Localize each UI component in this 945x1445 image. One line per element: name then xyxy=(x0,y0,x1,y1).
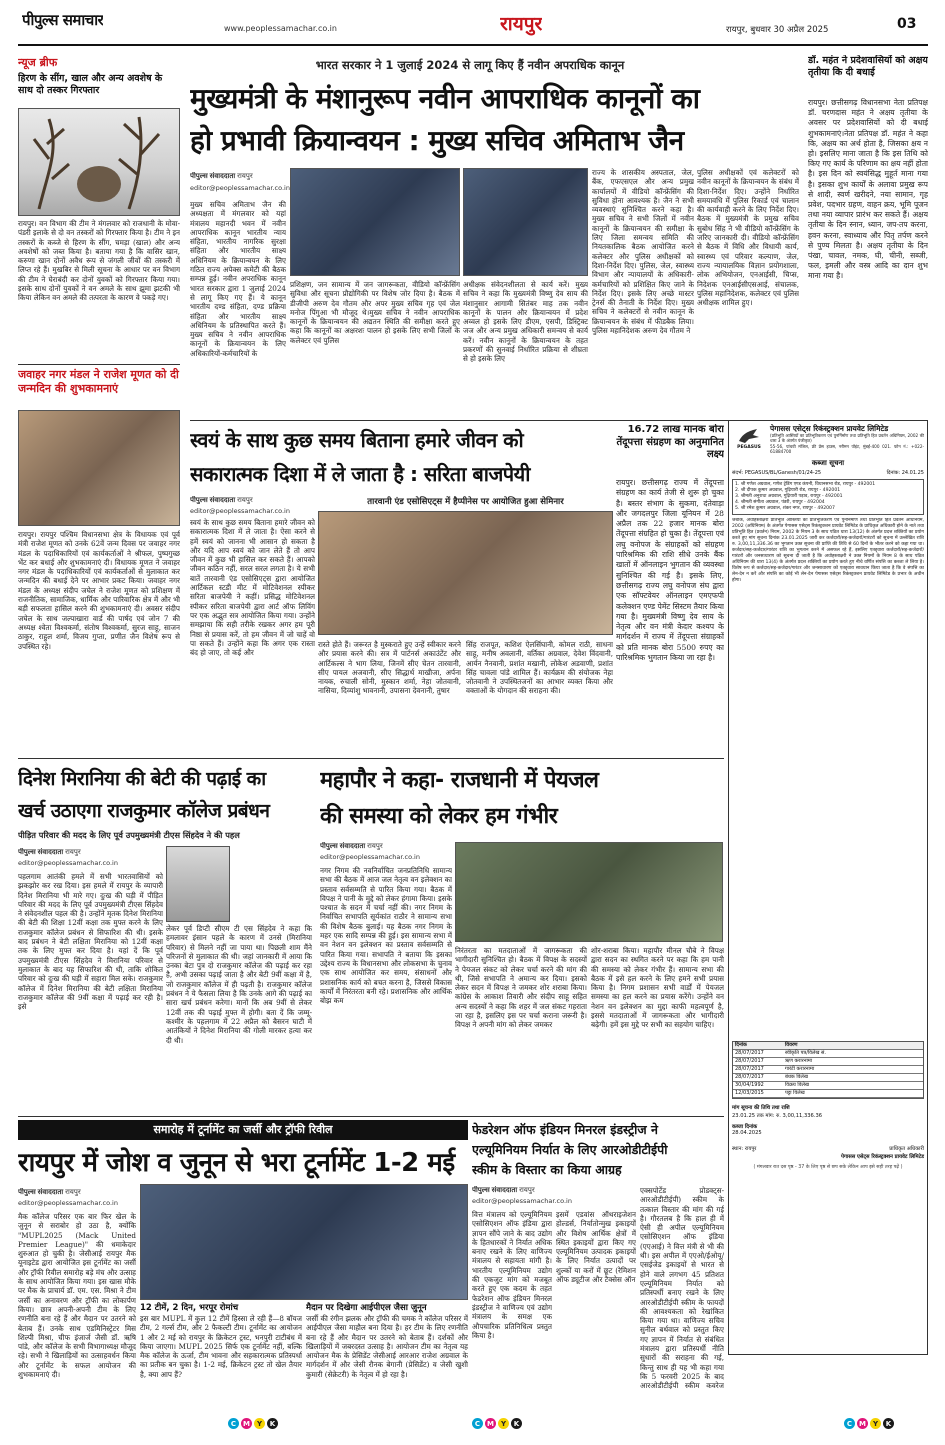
legal-notice xyxy=(728,420,928,1355)
registration-marks-footer xyxy=(0,1410,945,1445)
donation-email[interactable]: editor@peoplessamachar.co.in xyxy=(18,859,118,867)
notice-company-sub: (प्रतिभूति आस्तियों का प्रतिभूतिकरण एवं पुनर्निर्माण तथा प्रतिभूति हित प्रवर्तन अधिनियम, 2002 की धारा 3 के अंतर्गत पंजीकृत) xyxy=(770,433,924,444)
reg-marks-right xyxy=(844,1418,894,1429)
mayor-col-2: निरंतरता का मतदाताओं में जागरूकता की भागीदारी सुनिश्चित हो। बैठक में विपक्ष के सदस्यों ने पेयजल संकट को लेकर चर्चा करने की मांग की थी, जिसे सभापति ने अमान्य कर दिया। इसको लेकर सदन में विपक्ष ने जमकर शोर शराबा किया। कांग्रेस के आकाश तिवारी और संदीप साहू सहित अन्य सदस्यों ने कहा कि शहर में जल संकट गहराता जा रहा है, इसलिए इस पर चर्चा कराना जरूरी है। विपक्ष ने अपनी मांग को लेकर जमकर xyxy=(455,946,587,1030)
lead-headline-2: हो प्रभावी क्रियान्वयन : मुख्य सचिव अमिताभ जैन xyxy=(190,124,684,157)
tournament-col-3: जर्सी की रंगीन झलक और ट्रॉफी की चमक ने कॉलेज परिसर में आईपीएल जैसा माहौल बना दिया है। हर टीम के लिए रणनीति बना रहे हैं और मैदान पर उतरने को बेताब हैं। दर्शकों और खिलाड़ियों में जबरदस्त उत्साह है। आयोजन टीम का नेतृत्व यह आयोजन मैक के प्रेसिडेंट जेसीआई आरआर राजेश अग्रवाल के मार्गदर्शन में और जेसी रौनक बेगानी (प्रेसिडेंट) व जेसी खुशी कुमारी (सेक्रेटरी) के नेतृत्व में हो रहा है। xyxy=(306,1314,468,1379)
reg-mark-magenta: M xyxy=(241,1418,252,1429)
pegasus-horse-icon xyxy=(737,427,761,445)
sidebar-body: रायपुर। छत्तीसगढ़ विधानसभा नेता प्रतिपक्ष डॉ. चरणदास महंत ने अक्षय तृतीया के अवसर पर प्रदेशवासियों को दी बधाई शुभकामनाएं।नेता प्रतिपक्ष डॉ. महंत ने कहा कि, अक्षय का अर्थ होता है, जिसका क्षय न हो। इसलिए माना जाता है कि इस तिथि को किए गए कार्य के परिणाम का क्षय नहीं होता है। इस दिन को स्वयंसिद्ध मुहूर्त माना गया है। इसका शुभ कार्यों के अलावा प्रमुख रूप से शादी, स्वर्ण खरीदने, नया सामान, गृह प्रवेश, पदभार ग्रहण, वाहन क्रय, भूमि पूजन तथा नया व्यापार प्रारंभ कर सकते हैं। अक्षय तृतीया के दिन स्नान, ध्यान, जप-तप करना, हवन करना, स्वाध्याय और पितृ तर्पण करने से पुण्य मिलता है। अक्षय तृतीया के दिन पंखा, चावल, नमक, घी, चीनी, सब्जी, फल, इमली और वस्त्र आदि का दान शुभ माना गया है। xyxy=(808,98,928,281)
aluminium-col-3: एक्सपोर्टेड प्रोडक्ट्स-आरओडीटीईपी) स्कीम के तत्काल विस्तार की मांग की गई है। गौरतलब है कि हाल ही में ऐसी ही अपील एल्यूमिनियम एसोसिएशन ऑफ इंडिया (एएआई) ने वित्त मंत्री से भी की थी। इस अपील में एएओ/ईओयू/एसईजेड इकाइयों से भारत से होने वाले लगभग 45 प्रतिशत एल्यूमिनियम निर्यात को प्रतिस्पर्धी बनाए रखने के लिए आरओडीटीईपी स्कीम के फायदों की आवश्यकता को रेखांकित किया गया था। वाणिज्य सचिव सुनील बर्थवाल को प्रस्तुत किए गए ज्ञापन में निर्यात से संबंधित मंत्रालय द्वारा प्रतिस्पर्धी नीति सुधारों की सराहना की गई, किन्तु साथ ही यह भी कहा गया कि 5 फरवरी 2025 के बाद आरओडीटीईपी स्कीम कवरेज xyxy=(640,1186,724,1390)
notice-party-4: 4. श्रीमती संगीता अग्रवाल, पंडरी, रायपुर - 492004 xyxy=(735,499,825,505)
divider xyxy=(18,1116,724,1117)
lead-byline-city: रायपुर xyxy=(237,173,253,180)
table-row xyxy=(733,1090,923,1098)
notice-table-header xyxy=(733,1042,923,1050)
pegasus-logo-text: PEGASUS xyxy=(737,444,761,450)
tournament-kicker: समारोह में टूर्नामेंट का जर्सी और ट्रॉफी रिवील xyxy=(18,1120,468,1140)
seminar-headline-2: सकारात्मक दिशा में ले जाता है : सरिता बाजपेयी xyxy=(190,462,530,486)
notice-party-5: 5. श्री रमेश कुमार अग्रवाल, शंकर नगर, रायपुर - 492007 xyxy=(735,505,835,511)
news-brief-body: रायपुर। वन विभाग की टीम ने मंगलवार को राजधानी के मोवा- पंडरी इलाके से दो वन तस्करों को गिरफ्तार किया है। टीम ने इन तस्करों के कब्जे से हिरण के सींग, चमड़ा (खाल) और अन्य अवशेषों को जब्त किया है। बताया गया है कि वासिर खान, करुणा खान दोनों अवैध रूप से जंगली जीवों की तस्करी में लिप्त रहे हैं। मुखबिर से मिली सूचना के आधार पर वन विभाग की टीम ने घेराबंदी कर दोनों युवकों को गिरफ्तार किया गया। इसके साथ दोनों युवकों ने वन अमले के साथ झूमा झटकी भी किया लेकिन वन अमले की तत्परता के कारण वे पकड़े गए। xyxy=(18,219,180,303)
news-brief-label: न्यूज ब्रीफ xyxy=(18,56,58,69)
ts-singhdeo-photo xyxy=(166,846,230,922)
donation-byline-city: रायपुर xyxy=(65,849,81,856)
birthday-headline: जवाहर नगर मंडल ने राजेश मूणत को दी जन्मदिन की शुभकामनाएं xyxy=(18,368,179,395)
notice-title: कब्जा सूचना xyxy=(811,458,845,467)
notice-table xyxy=(732,1041,924,1099)
reg-marks-center xyxy=(472,1418,522,1429)
seminar-email[interactable]: editor@peoplessamachar.co.in xyxy=(190,507,290,515)
notice-company: पेगासस एसेट्स रिकंस्ट्रक्शन प्रायवेट लिमिटेड xyxy=(770,424,889,433)
seminar-col-2: रास्ते होते हैं। जरूरत है मुस्कराते हुए उन्हें स्वीकार करने और प्रयास करने की। सत्र में पार्टनर्स अकाउंटेंट और आर्टिकल्स ने भाग लिया, जिनमें सीए चेतन तारवानी, सीए पायल अजवानी, सीए सिद्धार्थ माखीजा, अर्पना नायक, रुचाली सोनी, मुस्कान शर्मा, नेहा जोतवानी, नासिया, दिव्यांशु भावनानी, उपासना देवनानी, तुषार xyxy=(318,640,461,696)
notice-parties-box xyxy=(732,479,924,515)
tournament-team-photo xyxy=(140,1184,468,1300)
donation-headline-2: खर्च उठाएगा राजकुमार कॉलेज प्रबंधन xyxy=(18,800,270,822)
donation-kicker: पीड़ित परिवार की मदद के लिए पूर्व उपमुख्यमंत्री टीएस सिंहदेव ने की पहल xyxy=(18,830,240,840)
aluminium-email[interactable]: editor@peoplessamachar.co.in xyxy=(472,1197,572,1205)
masthead-city: रायपुर xyxy=(500,13,543,35)
reg-marks-left xyxy=(228,1418,278,1429)
seminar-byline-name: पीपुल्स संवाददाता xyxy=(190,497,236,504)
mayor-email[interactable]: editor@peoplessamachar.co.in xyxy=(320,853,420,861)
tournament-email[interactable]: editor@peoplessamachar.co.in xyxy=(18,1199,118,1207)
notice-footer: ( मंगलवार रात दस पृष्ठ - 37 के लिए पृष्ठ से छप सके लेकिन आप इसे सही तरह पढ़ें ) xyxy=(753,1164,903,1170)
donation-col-2: लेकर पूर्व डिप्टी सीएम टी एस सिंहदेव ने कहा कि हमलावर इंसान पहले के कारण में उनसे (मिरानिया परिवार) से मिलने नहीं जा पाया था। पिछली शाम मैंने परिजनों से मुलाकात की थी। जहां जानकारी में आया कि उनका बेटा पुत्र दो राजकुमार कॉलेज की पढ़ाई कर रहा है, अभी उसका पढ़ाई जाता है और बेटी 9वीं कक्षा में है, जो राजकुमार कॉलेज में ही पढ़ती है। राजकुमार कॉलेज प्रबंधन ने ये फैसला लिया है कि उनके आगे की पढ़ाई का सारा खर्च प्रबंधन करेगा। मानों कि अब 9वीं से लेकर 12वीं तक की पढ़ाई मुफ्त में होगी। बता दें कि जम्मू-कश्मीर के पहलगाम में 22 अप्रैल को बैसरन घाटी में आतंकियों ने दिनेश मिरानिया की गोली मारकर हत्या कर दी थी। xyxy=(166,924,312,1045)
donation-byline xyxy=(18,848,168,857)
masthead-logo: पीपुल्स समाचार xyxy=(22,11,104,29)
notice-date: दिनांक: 24.01.25 xyxy=(886,469,924,476)
table-cell-desc: ऋण करारनामा xyxy=(785,1057,813,1064)
notice-signature-company: पेगासस एसेट्स रिकंस्ट्रक्शन प्रायवेट लिमिटेड xyxy=(841,1153,924,1160)
lead-meeting-photo xyxy=(290,168,460,276)
lead-meeting-photo-2 xyxy=(463,168,588,276)
tendu-headline: 16.72 लाख मानक बोरा तेंदूपत्ता संग्रहण का अनुमानित लक्ष्य xyxy=(616,424,724,460)
table-cell-date: 12/03/2015 xyxy=(735,1089,764,1096)
seminar-group-photo xyxy=(318,511,613,635)
aluminium-byline-name: पीपुल्स संवाददाता xyxy=(472,1187,518,1194)
tournament-col-3-head: मैदान पर दिखेगा आईपीएल जैसा जुनून xyxy=(306,1303,427,1313)
tournament-col-1: मैक कॉलेज परिसर एक बार फिर खेल के जुनून से सराबोर हो उठा है, क्योंकि "MUPL2025 (Mack United Premier League)" की धमाकेदार शुरुआत हो चुकी है। जेसीआई रायपुर मैक यूनाइटेड द्वारा आयोजित इस टूर्नामेंट का जर्सी और ट्रॉफी रिवील समारोह बड़े मंच और उत्साह के साथ आयोजित किया गया। इस खास मौके पर मैक के प्राचार्य डॉ. एम. एस. मिश्रा ने टीम जर्सी का अनावरण और ट्रॉफी का लोकार्पण किया। छात्र अपनी-अपनी टीम के लिए रणनीति बना रहे हैं और मैदान पर उतरने को बेताब हैं। उनके साथ एडमिनिस्ट्रेटर मिस शिल्पी मिश्रा, चीफ इंजार्ज जैसी डॉ. ऋषि पांडे, और कॉलेज के सभी विभागाध्यक्ष मौजूद रहे। सभी ने खिलाड़ियों का उत्साहवर्धन किया और टूर्नामेंट के सफल आयोजन की शुभकामनाएं दी। xyxy=(18,1212,136,1380)
table-row xyxy=(733,1082,923,1090)
notice-signature-row xyxy=(732,1144,924,1152)
table-row xyxy=(733,1074,923,1082)
table-cell-desc: गारंटी करारनामा xyxy=(785,1065,815,1072)
tournament-col-2: इस बार MUPL में कुल 12 टीमें हिस्सा ले रही हैं—8 बॉयज टीम, 2 गर्ल्स टीम, और 2 फैकल्टी टीम। टूर्नामेंट का आयोजन 1 और 2 मई को रायपुर के क्रिकेटन ट्रस्ट, भनपुरी टाटीबंध में किया जाएगा। MUPL 2025 सिर्फ एक टूर्नामेंट नहीं, बल्कि मैक कॉलेज के ऊर्जा, टीम भावना और सहकारात्मक प्रतिस्पर्धा का प्रतीक बन चुका है। 1-2 मई, क्रिकेटन ट्रस्ट तो खेल तैयार है, क्या आप हैं? xyxy=(140,1314,302,1379)
lead-col-2: प्रशिक्षण, जन सामान्य में जन जागरूकता, वीडियो कॉन्फ्रेंसिंग सुविधा और सूचना प्रौद्योगिकी पर विशेष जोर दिया है। बैठक में डीजीपी अरुण देव गौतम और अपर मुख्य सचिव गृह एवं जेल मनोज पिंगुआ भी मौजूद थे।मुख्य सचिव ने नवीन आपराधिक कानूनों के क्रियान्वयन की अद्यतन स्थिति की समीक्षा करते हुए कहा कि कानूनों का अक्षरशः पालन हो इसके लिए सभी जिलों के कलेक्टर एवं पुलिस xyxy=(290,280,460,345)
table-cell-desc: पट्टा विलेख xyxy=(785,1089,805,1096)
deer-antler-photo xyxy=(18,108,180,216)
news-brief-headline: हिरण के सींग, खाल और अन्य अवशेष के साथ दो तस्कर गिरफ्तार xyxy=(18,73,163,96)
mayor-byline xyxy=(320,842,470,851)
mayor-byline-name: पीपुल्स संवाददाता xyxy=(320,843,366,850)
notice-address: 55-56, पांचवी मंजिल, फ्री प्रेस हाउस, नरीमन पॉइंट, मुंबई-400 021. फोन नं.: +022-61884700 xyxy=(770,443,924,455)
reg-mark-yellow: Y xyxy=(498,1418,509,1429)
tournament-col-2-head: 12 टीमें, 2 दिन, भरपूर रोमांच xyxy=(140,1303,239,1313)
table-cell-date: 28/07/2017 xyxy=(735,1073,764,1080)
tendu-body: रायपुर। छत्तीसगढ़ राज्य में तेंदूपत्ता संग्रहण का कार्य तेजी से शुरू हो चुका है। बस्तर संभाग के सुकमा, दंतेवाड़ा और जगदलपुर जिला यूनियन में 28 अप्रैल तक 22 हजार मानक बोरा तेंदूपत्ता संग्रहित हो चुका है। तेंदूपत्ता एवं लघु वनोपज के संग्राहकों को संग्रहण पारिश्रमिक की राशि सीधे उनके बैंक खातों में ऑनलाइन भुगतान की व्यवस्था सुनिश्चित की गई है। इसके लिए, छत्तीसगढ़ राज्य लघु वनोपज संघ द्वारा एक सॉफ्टवेयर ऑनलाइन एमएफपी कलेक्शन एण्ड पेमेंट सिस्टम तैयार किया गया है। मुख्यमंत्री विष्णु देव साय के नेतृत्व और वन मंत्री केदार कश्यप के मार्गदर्शन में राज्य में तेंदूपत्ता संग्राहकों को प्रति मानक बोरा 5500 रुपए का पारिश्रमिक भुगतान किया जा रहा है। xyxy=(616,478,724,663)
mayor-byline-city: रायपुर xyxy=(367,843,383,850)
mayor-col-1: नगर निगम की नवनिर्वाचित जनप्रतिनिधि सामान्य सभा की बैठक में आज जल नेतृत्व वन इलेक्शन का प्रस्ताव सर्वसम्मति से पारित किया गया। बैठक में विपक्ष ने पानी के मुद्दे को लेकर हंगामा किया। इसके पश्चात के सदन में चर्चा नहीं की। नगर निगम के निर्वाचित सभापति सूर्यकांत राठौर ने सामान्य सभा की विशेष बैठक बुलाई। यह बैठक नगर निगम के महर एक सादि सम्पन्न की हुई। इस सामान्य सभा में वन नेशन वन इलेक्शन का प्रस्ताव सर्वसम्मति से पारित किया गया। सभापति ने बताया कि इसका उद्देश्य राज्य के विधानसभा और लोकसभा के चुनाव एक साथ आयोजित कर समय, संसाधनों और प्रशासनिक कार्य को बचत करना है, जिससे विकास कार्यों में निरंतरता बनी रहे। प्रशासनिक और आर्थिक बोझ कम xyxy=(320,866,452,1006)
notice-table-header-date: दिनांक xyxy=(735,1041,747,1048)
notice-body: जबकि, अधोहस्ताक्षरी प्रतिभूति आस्तियों का प्रतिभूतिकरण एवं पुनर्निर्माण तथा प्रतिभूति हित प्रवर्तन अधिनियम, 2002 (अधिनियम) के अंतर्गत पेगासस एसेट्स रिकंस्ट्रक्शन प्रायवेट लिमिटेड के प्राधिकृत अधिकारी होने के नाते तथा प्रतिभूति हित (प्रवर्तन) नियम, 2002 के नियम 3 के साथ पठित धारा 13(12) के अंतर्गत प्रदत्त शक्तियों का प्रयोग करते हुए मांग सूचना दिनांक 23.01.2025 जारी कर कर्जदारों/सह-कर्जदारों/गारंटरों को सूचना में उल्लेखित राशि रु. 3,00,11,336.36 का भुगतान उक्त सूचना की प्राप्ति की तिथि से 60 दिनों के भीतर करने को कहा गया था। कर्जदार/सह-कर्जदार/गारंटर राशि का भुगतान करने में असफल रहे हैं, इसलिए एतद्द्वारा कर्जदारों/सह-कर्जदारों/गारंटरों और जनसाधारण को सूचना दी जाती है कि अधोहस्ताक्षरी ने उक्त नियमों के नियम 8 के साथ पठित अधिनियम की धारा 13(4) के अंतर्गत प्रदत्त शक्तियों का प्रयोग करते हुए नीचे वर्णित संपत्ति का कब्जा ले लिया है। विशेष रूप से कर्जदार/सह-कर्जदार/गारंटर और जनसाधारण को एतद्द्वारा सावधान किया जाता है कि वे संपत्ति का लेन-देन न करें और संपत्ति का कोई भी लेन-देन पेगासस एसेट्स रिकंस्ट्रक्शन प्रायवेट लिमिटेड के प्रभार के अधीन होगा। xyxy=(732,517,924,583)
notice-table-header-desc: विवरण xyxy=(785,1041,798,1048)
reg-mark-cyan: C xyxy=(844,1418,855,1429)
lead-kicker: भारत सरकार ने 1 जुलाई 2024 से लागू किए हैं नवीन अपराधिक कानून xyxy=(315,58,625,72)
mayor-headline-2: की समस्या को लेकर हम गंभीर xyxy=(320,804,558,829)
seminar-headline-1: स्वयं के साथ कुछ समय बिताना हमारे जीवन को xyxy=(190,428,524,452)
table-cell-date: 28/07/2017 xyxy=(735,1065,764,1072)
reg-mark-cyan: C xyxy=(472,1418,483,1429)
pegasus-logo xyxy=(732,424,766,452)
donation-col-1: पहलगाम आतंकी हमले में सभी भारतवासियों को झकझोर कर रख दिया। इस हमले में रायपुर के व्यापारी दिनेश मिरानिया भी मारे गए। दुःख की घड़ी में पीड़ित परिवार की मदद के लिए पूर्व उपमुख्यमंत्री टीएस सिंहदेव ने संवेदनशील पहल की है। उन्होंने मृतक दिनेश मिरानिया की बेटी की शिक्षा 12वीं कक्षा तक मुफ्त करने के लिए राजकुमार कॉलेज प्रबंधन से सिफारिश की थी। इसके बाद प्रबंधन ने बेटी लक्षिता मिरानिया को 12वीं कक्षा तक के लिए मुफ्त कर दिया है। यहां दें कि पूर्व उपमुख्यमंत्री टीएस सिंहदेव ने मिरानिया परिवार से मुलाकात के बाद यह सिफारिश की थी, ताकि शोकित परिवार को दुःख की घड़ी में सहारा मिल सके। राजकुमार कॉलेज में दिनेश मिरानिया की बेटी लक्षिता मिरानिया राजकुमार कॉलेज की 9वीं कक्षा में पढ़ाई कर रही है। इसे xyxy=(18,872,163,1012)
aluminium-col-2: इसमें एडवांस ऑथराइजेशन होल्डर्स, निर्यातोन्मुख इकाइयों और विशेष आर्थिक क्षेत्रों में स्थित इकाइयों द्वारा किए गए एल्यूमिनियम उत्पादक इकाइयों के लिए निर्यात उत्पादों पर शुल्कों या करों में छूट (रेमिशन ऑफ ड्यूटीज और टैक्सेस ऑन xyxy=(556,1210,636,1285)
table-cell-desc: बंधक विलेख xyxy=(785,1073,808,1080)
notice-party-2: 2. श्री दीपक कुमार अग्रवाल, गुढ़ियारी रोड, रायपुर - 492001 xyxy=(735,487,841,493)
mayor-col-3: शोर-शराबा किया। महापौर मीनल चौबे ने विपक्ष द्वारा सदन का स्थगित करने पर कहा कि हम पानी की समस्या को लेकर गंभीर हैं। सामान्य सभा की बैठक में इसे हल करने के लिए हमने सभी प्रयास किया है। निगम प्रशासन सभी वार्डों में पेयजल समस्या का हल करने का प्रयास करेंगे। उन्होंने वन नेशन वन इलेक्शन का मुद्दा काफी महत्वपूर्ण है, इससे मतदाताओं में जागरूकता और भागीदारी बढ़ेगी। हमें इस मुद्दे पर सभी का सहयोग चाहिए। xyxy=(591,946,724,1030)
aluminium-headline-3: स्कीम के विस्तार का किया आग्रह xyxy=(472,1162,622,1177)
notice-signature-place: स्थान: रायपुर xyxy=(732,1145,757,1152)
mayor-headline-1: महापौर ने कहा- राजधानी में पेयजल xyxy=(320,768,599,793)
mayor-meeting-photo xyxy=(455,842,723,942)
table-cell-date: 28/07/2017 xyxy=(735,1057,764,1064)
reg-mark-black: K xyxy=(267,1418,278,1429)
reg-mark-cyan: C xyxy=(228,1418,239,1429)
aluminium-byline-city: रायपुर xyxy=(519,1187,535,1194)
seminar-photo-caption: तारवानी एंड एसोसिएट्स में हैप्पीनेस पर आयोजित हुआ सेमिनार xyxy=(367,497,564,507)
table-row xyxy=(733,1050,923,1058)
lead-col-4: राज्य के शासकीय अस्पताल, जेल, बैंक, एफएसएल और अन्य प्रमुख कार्यालयों में वीडियो कॉन्फ्रेंसिंग की सुविधा होना आवश्यक है। जैन ने सभी व्यवस्थाएं सुनिश्चित करने कहा है। मुख्य सचिव ने सभी जिलों में नवीन कानूनों के क्रियान्वयन की समीक्षा के लिए जिला समन्वय समिति की नियतकालिक बैठक आयोजित करने कलेक्टर और पुलिस अधीक्षकों को दिशा-निर्देश दिए। पुलिस, जेल, स्वास्थ्य विभाग और न्यायालयों के अधिकारी-कर्मचारियों को प्रशिक्षित किए जाने के निर्देश दिए। इसके लिए अच्छे मास्टर ट्रेनर्स की तैनाती के निर्देश दिए। मुख्य सचिव ने कलेक्टरों से नवीन कानून के क्रियान्वयन के संबंध में फीडबैक लिया। पुलिस महानिदेशक अरुण देव गौतम ने xyxy=(592,168,694,336)
tournament-byline-city: रायपुर xyxy=(65,1189,81,1196)
masthead xyxy=(0,0,945,52)
masthead-rule xyxy=(18,44,928,46)
notice-ref-row xyxy=(732,470,924,476)
notice-demand-label: मांग सूचना की तिथि तथा राशि xyxy=(732,1104,790,1111)
divider xyxy=(18,364,180,365)
table-cell-desc: विक्रय विलेख xyxy=(785,1081,809,1088)
aluminium-headline-2: एल्यूमिनियम निर्यात के लिए आरओडीटीईपी xyxy=(472,1142,668,1157)
birthday-body: रायपुर। रायपुर पश्चिम विधानसभा क्षेत्र के विधायक एवं पूर्व मंत्री राजेश मूणत को उनके 62वें जन्म दिवस पर जवाहर नगर मंडल के पदाधिकारियों एवं कार्यकर्ताओं ने श्रीफल, पुष्पगुच्छ भेंट कर बधाई और शुभकामनाएं दी। विधायक मूणत ने जवाहर नगर मंडल के पदाधिकारियों एवं कार्यकर्ताओं से मुलाकात कर जन्मदिन की बधाई देने पर आभार प्रकट किया। जवाहर नगर मंडल के अध्यक्ष संदीप जघेल ने राजेश मूणत को प्रशिक्षण में राजनीतिक, सामाजिक, धार्मिक और पारिवारिक क्षेत्र में और भी बड़ी सफलता हासिल करने की शुभकामनाएं दी। अवसर संदीप जघेल के साथ जल्पाखारा वार्ड की पार्षद एवं जोन 7 की अध्यक्ष श्वेता विश्वकर्मा, संतोष विश्वकर्मा, सुरज साहू, साजन ठाकुर, राहुल शर्मा, विजय गुप्ता, प्रणीत जैन विशेष रूप से उपस्थित रहे। xyxy=(18,530,180,651)
donation-byline-name: पीपुल्स संवाददाता xyxy=(18,849,64,856)
reg-mark-yellow: Y xyxy=(254,1418,265,1429)
birthday-photo xyxy=(18,410,180,526)
masthead-date: रायपुर, बुधवार 30 अप्रैल 2025 xyxy=(726,25,829,35)
masthead-url: www.peoplessamachar.co.in xyxy=(224,24,337,33)
aluminium-headline-1: फेडरेशन ऑफ इंडियन मिनरल इंडस्ट्रीज ने xyxy=(472,1122,658,1137)
deer-antler-illustration xyxy=(19,109,180,216)
reg-mark-magenta: M xyxy=(857,1418,868,1429)
lead-email[interactable]: editor@peoplessamachar.co.in xyxy=(190,184,290,192)
table-cell-desc: स्वीकृति पत्र/विलेख सं. xyxy=(785,1049,826,1056)
seminar-col-1: स्वयं के साथ कुछ समय बिताना हमारे जीवन को सकारात्मक दिशा में ले जाता है। ऐसा करने से हमें स्वयं को जानना भी आसान हो सकता है और यदि आप स्वयं को जान लेते हैं तो आप जीवन में कुछ भी हासिल कर सकते हैं। आपको जीवन कठिन नहीं, सरल सरल लगता है। ये सभी बातें तारवानी एंड एसोसिएट्स द्वारा आयोजित आर्टिकल स्टडी मीट में मोटिवेशनल स्पीकर सरिता बाजपेयी ने कहीं। प्रसिद्ध मोटिवेशनल स्पीकर सरिता बाजपेयी द्वारा आर्ट ऑफ लिविंग पर एक अद्भुत सत्र आयोजित किया गया। उन्होंने समझाया कि सही तरीके रखकर अगर हम पूरी निष्ठा से प्रयास करें, तो हम जीवन में जो चाहें वो पा सकते हैं। उन्होंने कहा कि अगर एक रास्ता बंद हो जाए, तो कई और xyxy=(190,518,315,658)
seminar-col-3: सिंह राजपूत, कशिश ऐलसिंघानी, कोमल राठी, साधना साहू, मनीष अवलानी, वर्तिका अग्रवाल, देवेश विंदवानी, आर्यन नैनवानी, प्रशांत मखानी, लोकेश अडवाणी, प्रशांत सिंह चावला पांडे शामिल हैं। कार्यक्रम की संयोजक नेहा जोतवानी ने उपस्थितजनों का आभार व्यक्त किया और वक्ताओं के योगदान की सराहना की। xyxy=(466,640,613,696)
notice-demand-value: 23.01.25 तक मांग: रु. 3,00,11,336.36 xyxy=(732,1112,823,1119)
table-cell-date: 30/04/1992 xyxy=(735,1081,764,1088)
lead-col-5: पुलिस अधीक्षकों एवं कलेक्टरों को नवीन कानूनों के क्रियान्वयन के संबंध में दिशा-निर्देश दिए। उन्होंने निर्धारित समयावधि में पुलिस रिकार्ड एवं चालान की कार्यवाही करने के लिए निर्देश दिए। बैठक में मुख्यमंत्री के प्रमुख सचिव सुबोध सिंह ने भी वीडियो कॉन्फ्रेंसिंग के जरिए जानकारी दी। वीडियो कॉन्फ्रेंसिंग से बैठक में विधि और विधायी कार्य, स्वास्थ्य एवं परिवार कल्याण, जेल, राज्य न्यायालयिक विज्ञान प्रयोगशाला, लोक अभियोजन, एनआईसी, चिप्स, निदेशक एनआईसीएसआई, संचालक, पुलिस महानिदेशक, कलेक्टर एवं पुलिस अधीक्षक शामिल हुए। xyxy=(697,168,799,308)
lead-col-3: अधीक्षक संवेदनशीलता से कार्य करें। मुख्य सचिव ने कहा कि मुख्यमंत्री विष्णु देव साय की मंशानुसार आगामी सितंबर माह तक नवीन कानूनों के पालन और क्रियान्वयन में प्रदेश अव्वल हो इसके लिए डीएम, एसपी, डिस्ट्रिक्ट जज और अन्य प्रमुख अधिकारी समन्वय से कार्य करें। नवीन कानूनों के क्रियान्वयन के तहत प्रकरणों की सुनवाई निर्धारित प्रक्रिया से शीघ्रता से हो इसके लिए xyxy=(463,280,588,364)
notice-ref: संदर्भ: PEGASUS/BL/Ganesh/01/24-25 xyxy=(732,469,822,476)
notice-header xyxy=(732,424,924,455)
divider xyxy=(18,758,724,759)
lead-col-1: मुख्य सचिव अमिताभ जैन की अध्यक्षता में मंगलवार को यहां मंत्रालय महानदी भवन में नवीन आपराधिक कानून भारतीय न्याय संहिता, भारतीय नागरिक सुरक्षा संहिता और भारतीय साक्ष्य अधिनियम के क्रियान्वयन के लिए गठित राज्य अपेक्स कमेटी की बैठक सम्पन्न हुई। नवीन अपराधिक कानून भारत सरकार द्वारा 1 जुलाई 2024 से लागू किए गए हैं। ये कानून भारतीय दण्ड संहिता, दण्ड प्रक्रिया संहिता और भारतीय साक्ष्य अधिनियम के प्रतिस्थापित करते हैं। मुख्य सचिव ने नवीन आपराधिक कानूनों के क्रियान्वयन के लिए अधिकारियों-कर्मचारियों के xyxy=(190,200,286,358)
table-row xyxy=(733,1058,923,1066)
lead-byline-name: पीपुल्स संवाददाता xyxy=(190,173,236,180)
aluminium-col-1: वित्त मंत्रालय को एल्यूमिनियम एसोसिएशन ऑफ इंडिया द्वारा ज्ञापन सौंपे जाने के बाद उद्योग के हितधारकों ने निर्यात अधिक बनाए रखने के लिए वाणिज्य मंत्रालय से सहायता मांगी है। भारतीय एल्यूमिनियम उद्योग की एकजुट मांग को मजबूत करते हुए एक कदम के तहत फेडरेशन ऑफ इंडियन मिनरल इंडस्ट्रीज ने वाणिज्य एवं उद्योग मंत्रालय के समक्ष एक औपचारिक प्रतिनिधित्व प्रस्तुत किया है। xyxy=(472,1210,552,1340)
reg-mark-yellow: Y xyxy=(870,1418,881,1429)
tournament-byline-name: पीपुल्स संवाददाता xyxy=(18,1189,64,1196)
donation-headline-1: दिनेश मिरानिया की बेटी की पढ़ाई का xyxy=(18,768,266,790)
divider xyxy=(190,420,800,421)
table-row xyxy=(733,1066,923,1074)
table-cell-date: 28/07/2017 xyxy=(735,1049,764,1056)
reg-mark-black: K xyxy=(511,1418,522,1429)
aluminium-byline xyxy=(472,1186,602,1195)
lead-headline-1: मुख्यमंत्री के मंशानुरूप नवीन आपराधिक कानूनों का xyxy=(190,82,700,115)
reg-mark-magenta: M xyxy=(485,1418,496,1429)
sidebar-headline: डॉ. महंत ने प्रदेशवासियों को अक्षय तृतीया कि दी बधाई xyxy=(808,55,928,78)
notice-possession-value: 28.04.2025 xyxy=(732,1129,762,1136)
notice-party-3: 3. श्रीमती अनुराधा अग्रवाल, गुढ़ियारी पड़ाव, रायपुर - 492001 xyxy=(735,493,843,499)
page-number: 03 xyxy=(897,16,917,32)
notice-possession-label: कब्जा दिनांक xyxy=(732,1123,758,1130)
reg-mark-black: K xyxy=(883,1418,894,1429)
notice-signature-role: प्राधिकृत अधिकारी xyxy=(889,1145,924,1152)
seminar-byline-city: रायपुर xyxy=(237,497,253,504)
tournament-headline: रायपुर में जोश व जुनून से भरा टूर्नामेंट 1-2 मई xyxy=(18,1148,455,1178)
notice-party-1: 1. श्री गणेश अग्रवाल, गणेश ट्रेडिंग एण्ड कंपनी, विधानसभा रोड, रायपुर - 492001 xyxy=(735,481,876,487)
